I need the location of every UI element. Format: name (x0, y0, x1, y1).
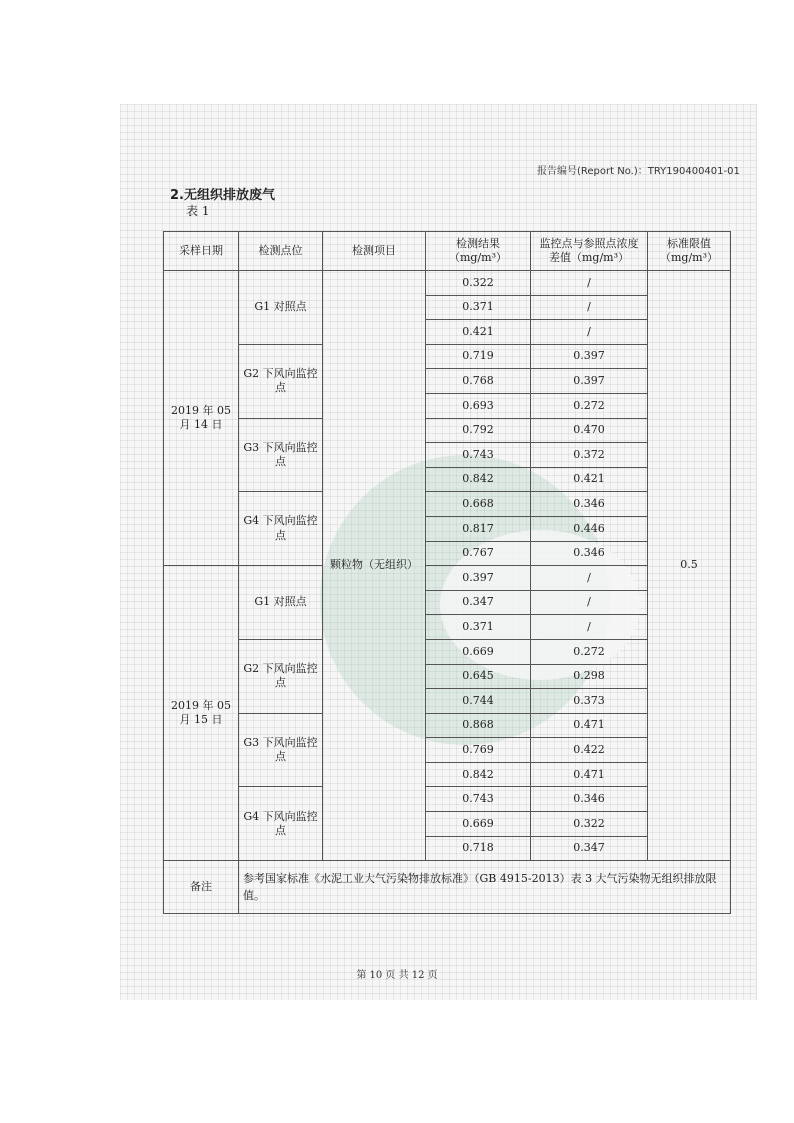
result-cell: 0.719 (426, 344, 531, 369)
point-cell: G3 下风向监控点 (239, 713, 323, 787)
result-cell: 0.768 (426, 369, 531, 394)
header-result: 检测结果（mg/m³） (426, 232, 531, 271)
report-number: 报告编号(Report No.)：TRY190400401-01 (537, 166, 740, 177)
header-date: 采样日期 (164, 232, 239, 271)
result-cell: 0.421 (426, 320, 531, 345)
result-cell: 0.693 (426, 393, 531, 418)
result-cell: 0.769 (426, 738, 531, 763)
note-label: 备注 (164, 861, 239, 914)
diff-cell: 0.347 (531, 836, 648, 861)
item-cell: 颗粒物（无组织） (323, 271, 426, 861)
emission-table (163, 231, 731, 914)
table-row (164, 418, 731, 443)
diff-cell: 0.372 (531, 443, 648, 468)
point-cell: G1 对照点 (239, 566, 323, 640)
page-footer: 第 10 页 共 12 页 (356, 970, 438, 981)
result-cell: 0.868 (426, 713, 531, 738)
result-cell: 0.669 (426, 639, 531, 664)
diff-cell: 0.397 (531, 344, 648, 369)
diff-cell: 0.272 (531, 393, 648, 418)
note-text: 参考国家标准《水泥工业大气污染物排放标准》（GB 4915-2013）表 3 大气污染物无组织排放限值。 (239, 861, 731, 914)
diff-cell: 0.446 (531, 516, 648, 541)
diff-cell: 0.470 (531, 418, 648, 443)
result-cell: 0.371 (426, 295, 531, 320)
result-cell: 0.744 (426, 689, 531, 714)
date-cell: 2019 年 05 月 14 日 (164, 271, 239, 566)
diff-cell: 0.346 (531, 541, 648, 566)
table-header-row (164, 232, 731, 271)
diff-cell: 0.421 (531, 467, 648, 492)
table-row (164, 344, 731, 369)
diff-cell: 0.471 (531, 713, 648, 738)
point-cell: G1 对照点 (239, 271, 323, 345)
table-row (164, 566, 731, 591)
diff-cell: / (531, 566, 648, 591)
result-cell: 0.347 (426, 590, 531, 615)
diff-cell: 0.471 (531, 762, 648, 787)
diff-cell: / (531, 590, 648, 615)
header-diff: 监控点与参照点浓度差值（mg/m³） (531, 232, 648, 271)
table-row (164, 271, 731, 296)
diff-cell: 0.272 (531, 639, 648, 664)
diff-cell: 0.373 (531, 689, 648, 714)
point-cell: G2 下风向监控点 (239, 639, 323, 713)
header-point: 检测点位 (239, 232, 323, 271)
date-cell: 2019 年 05 月 15 日 (164, 566, 239, 861)
result-cell: 0.371 (426, 615, 531, 640)
section-title: 2.无组织排放废气 (170, 188, 275, 203)
diff-cell: / (531, 615, 648, 640)
note-row (164, 861, 731, 914)
point-cell: G3 下风向监控点 (239, 418, 323, 492)
result-cell: 0.842 (426, 467, 531, 492)
point-cell: G4 下风向监控点 (239, 787, 323, 861)
diff-cell: / (531, 320, 648, 345)
table-row (164, 713, 731, 738)
point-cell: G2 下风向监控点 (239, 344, 323, 418)
result-cell: 0.817 (426, 516, 531, 541)
result-cell: 0.397 (426, 566, 531, 591)
limit-cell: 0.5 (648, 271, 731, 861)
result-cell: 0.645 (426, 664, 531, 689)
result-cell: 0.792 (426, 418, 531, 443)
diff-cell: 0.397 (531, 369, 648, 394)
diff-cell: 0.346 (531, 787, 648, 812)
result-cell: 0.322 (426, 271, 531, 296)
diff-cell: / (531, 295, 648, 320)
result-cell: 0.668 (426, 492, 531, 517)
result-cell: 0.669 (426, 812, 531, 837)
diff-cell: 0.298 (531, 664, 648, 689)
diff-cell: 0.422 (531, 738, 648, 763)
header-item: 检测项目 (323, 232, 426, 271)
table-row (164, 787, 731, 812)
point-cell: G4 下风向监控点 (239, 492, 323, 566)
diff-cell: 0.322 (531, 812, 648, 837)
result-cell: 0.767 (426, 541, 531, 566)
diff-cell: 0.346 (531, 492, 648, 517)
result-cell: 0.718 (426, 836, 531, 861)
table-label: 表 1 (186, 204, 210, 218)
header-limit: 标准限值（mg/m³） (648, 232, 731, 271)
result-cell: 0.743 (426, 787, 531, 812)
table-row (164, 639, 731, 664)
result-cell: 0.743 (426, 443, 531, 468)
diff-cell: / (531, 271, 648, 296)
table-row (164, 492, 731, 517)
result-cell: 0.842 (426, 762, 531, 787)
